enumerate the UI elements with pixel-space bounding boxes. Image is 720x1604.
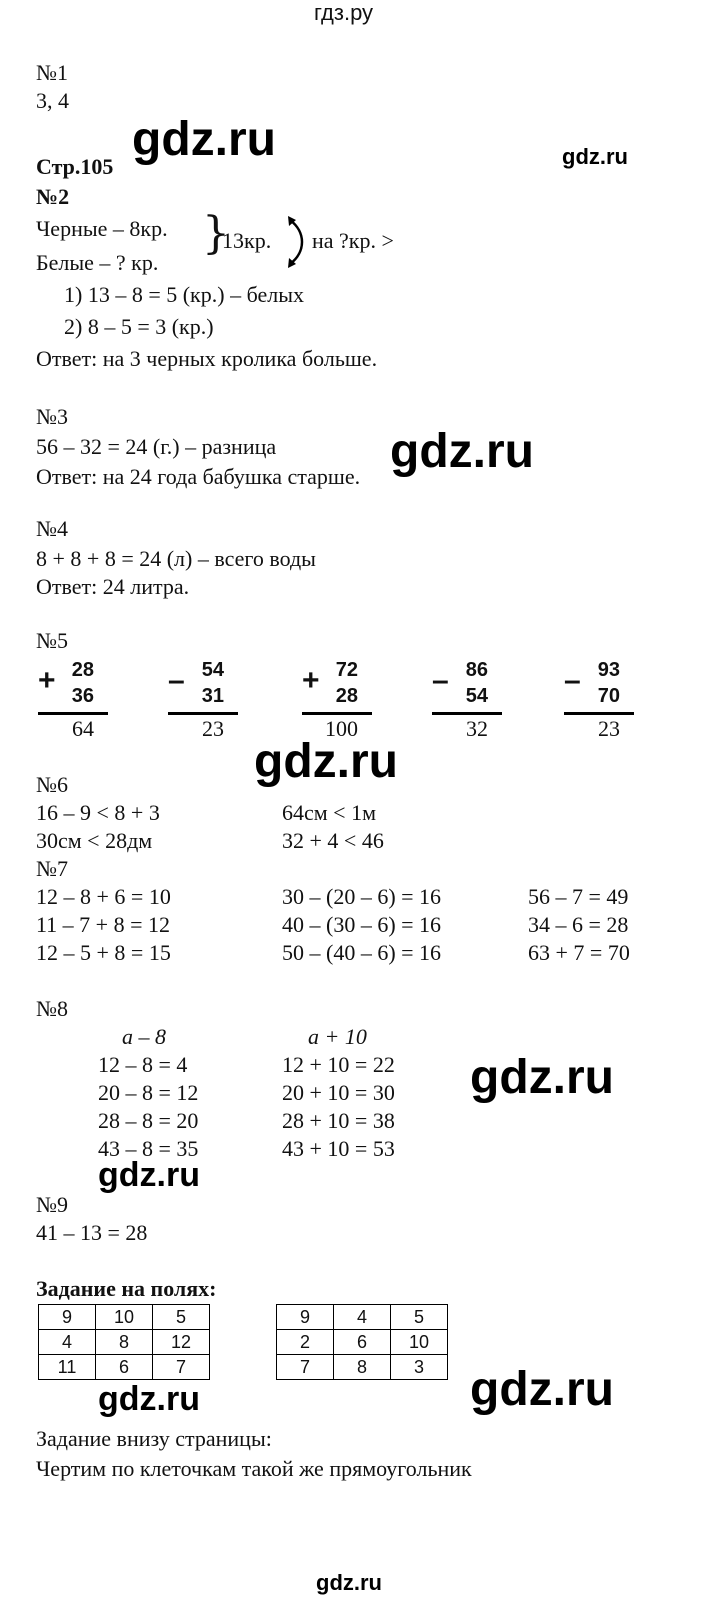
task-7-item: 12 – 8 + 6 = 10 (36, 884, 171, 909)
task-6-item: 64см < 1м (282, 800, 377, 825)
watermark: gdz.ru (254, 735, 398, 788)
task-2-black: Черные – 8кр. (36, 216, 168, 241)
task-7-item: 63 + 7 = 70 (528, 940, 630, 965)
task-3-answer: Ответ: на 24 года бабушка старше. (36, 464, 361, 489)
result: 100 (325, 716, 358, 741)
task-9-line: 41 – 13 = 28 (36, 1220, 148, 1245)
sum-line (38, 712, 108, 715)
task-8-item: 20 – 8 = 12 (98, 1080, 199, 1105)
watermark: gdz.ru (390, 425, 534, 478)
task-8-item: 28 – 8 = 20 (98, 1108, 199, 1133)
operand: 31 (201, 685, 224, 707)
grid-cell: 4 (39, 1330, 96, 1355)
task-4-line: 8 + 8 + 8 = 24 (л) – всего воды (36, 546, 316, 571)
grid-cell: 11 (39, 1355, 96, 1380)
task-8-item: 43 + 10 = 53 (282, 1136, 395, 1161)
operand: 28 (71, 659, 94, 681)
task-8-item: 43 – 8 = 35 (98, 1136, 199, 1161)
grid-cell: 3 (391, 1355, 448, 1380)
bottom-task-text: Чертим по клеточкам такой же прямоугольник (36, 1456, 472, 1481)
grid-cell: 2 (277, 1330, 334, 1355)
page-label: Стр.105 (36, 154, 114, 179)
margin-task-title: Задание на полях: (36, 1276, 217, 1301)
task-8-label: №8 (36, 996, 68, 1021)
task-7-item: 50 – (40 – 6) = 16 (282, 940, 442, 965)
task-2-label: №2 (36, 184, 70, 209)
number-grid-2 (276, 1304, 448, 1380)
task-3-label: №3 (36, 404, 68, 429)
sum-line (302, 712, 372, 715)
operation-sign: + (302, 664, 320, 697)
operation-sign: – (564, 664, 581, 697)
task-4-answer: Ответ: 24 литра. (36, 574, 190, 599)
task-7-label: №7 (36, 856, 68, 881)
task-3-line: 56 – 32 = 24 (г.) – разница (36, 434, 277, 459)
task-6-label: №6 (36, 772, 68, 797)
task-8-item: 12 – 8 = 4 (98, 1052, 188, 1077)
grid-cell: 7 (153, 1355, 210, 1380)
task-8-item: 12 + 10 = 22 (282, 1052, 395, 1077)
watermark: gdz.ru (132, 113, 276, 166)
grid-cell: 9 (39, 1305, 96, 1330)
curved-arrow-icon (286, 214, 310, 270)
task-8-item: 20 + 10 = 30 (282, 1080, 395, 1105)
task-4-label: №4 (36, 516, 68, 541)
grid-cell: 12 (153, 1330, 210, 1355)
task-5-label: №5 (36, 628, 68, 653)
bottom-task-title: Задание внизу страницы: (36, 1426, 272, 1451)
task-7-item: 56 – 7 = 49 (528, 884, 629, 909)
task-6-item: 16 – 9 < 8 + 3 (36, 800, 160, 825)
task-7-item: 40 – (30 – 6) = 16 (282, 912, 442, 937)
operand: 28 (335, 685, 358, 707)
task-7-item: 30 – (20 – 6) = 16 (282, 884, 442, 909)
task-2-total: 13кр. (222, 228, 272, 253)
sum-line (432, 712, 502, 715)
grid-cell: 5 (391, 1305, 448, 1330)
grid-cell: 6 (334, 1330, 391, 1355)
grid-cell: 5 (153, 1305, 210, 1330)
task-9-label: №9 (36, 1192, 68, 1217)
result: 64 (72, 716, 94, 741)
task-7-item: 12 – 5 + 8 = 15 (36, 940, 171, 965)
task-1-answer: 3, 4 (36, 88, 69, 113)
grid-cell: 4 (334, 1305, 391, 1330)
task-7-item: 11 – 7 + 8 = 12 (36, 912, 170, 937)
result: 23 (202, 716, 224, 741)
grid-cell: 10 (391, 1330, 448, 1355)
watermark: gdz.ru (470, 1051, 614, 1104)
watermark: gdz.ru (98, 1380, 200, 1418)
operation-sign: + (38, 664, 56, 697)
grid-cell: 8 (96, 1330, 153, 1355)
sum-line (168, 712, 238, 715)
operand: 70 (597, 685, 620, 707)
grid-cell: 7 (277, 1355, 334, 1380)
operation-sign: – (168, 664, 185, 697)
task-7-item: 34 – 6 = 28 (528, 912, 629, 937)
watermark: gdz.ru (316, 1570, 382, 1595)
result: 23 (598, 716, 620, 741)
grid-cell: 10 (96, 1305, 153, 1330)
page-header: гдз.ру (314, 0, 374, 25)
operand: 54 (465, 685, 488, 707)
operand: 54 (201, 659, 224, 681)
operation-sign: – (432, 664, 449, 697)
curly-brace-icon: } (202, 208, 230, 259)
task-8-header: a + 10 (308, 1024, 367, 1049)
operand: 93 (597, 659, 620, 681)
watermark: gdz.ru (98, 1156, 200, 1194)
task-2-step-1: 1) 13 – 8 = 5 (кр.) – белых (64, 282, 305, 307)
grid-cell: 9 (277, 1305, 334, 1330)
watermark: gdz.ru (562, 144, 628, 169)
grid-cell: 6 (96, 1355, 153, 1380)
task-6-item: 30см < 28дм (36, 828, 153, 853)
task-2-step-2: 2) 8 – 5 = 3 (кр.) (64, 314, 214, 339)
operand: 86 (465, 659, 488, 681)
task-6-item: 32 + 4 < 46 (282, 828, 384, 853)
task-1-label: №1 (36, 60, 68, 85)
task-8-header: a – 8 (122, 1024, 166, 1049)
number-grid-1 (38, 1304, 210, 1380)
task-2-answer: Ответ: на 3 черных кролика больше. (36, 346, 378, 371)
task-8-item: 28 + 10 = 38 (282, 1108, 395, 1133)
operand: 72 (335, 659, 358, 681)
operand: 36 (71, 685, 94, 707)
task-2-white: Белые – ? кр. (36, 250, 159, 275)
task-2-question: на ?кр. > (312, 228, 394, 253)
result: 32 (466, 716, 488, 741)
sum-line (564, 712, 634, 715)
watermark: gdz.ru (470, 1363, 614, 1416)
grid-cell: 8 (334, 1355, 391, 1380)
